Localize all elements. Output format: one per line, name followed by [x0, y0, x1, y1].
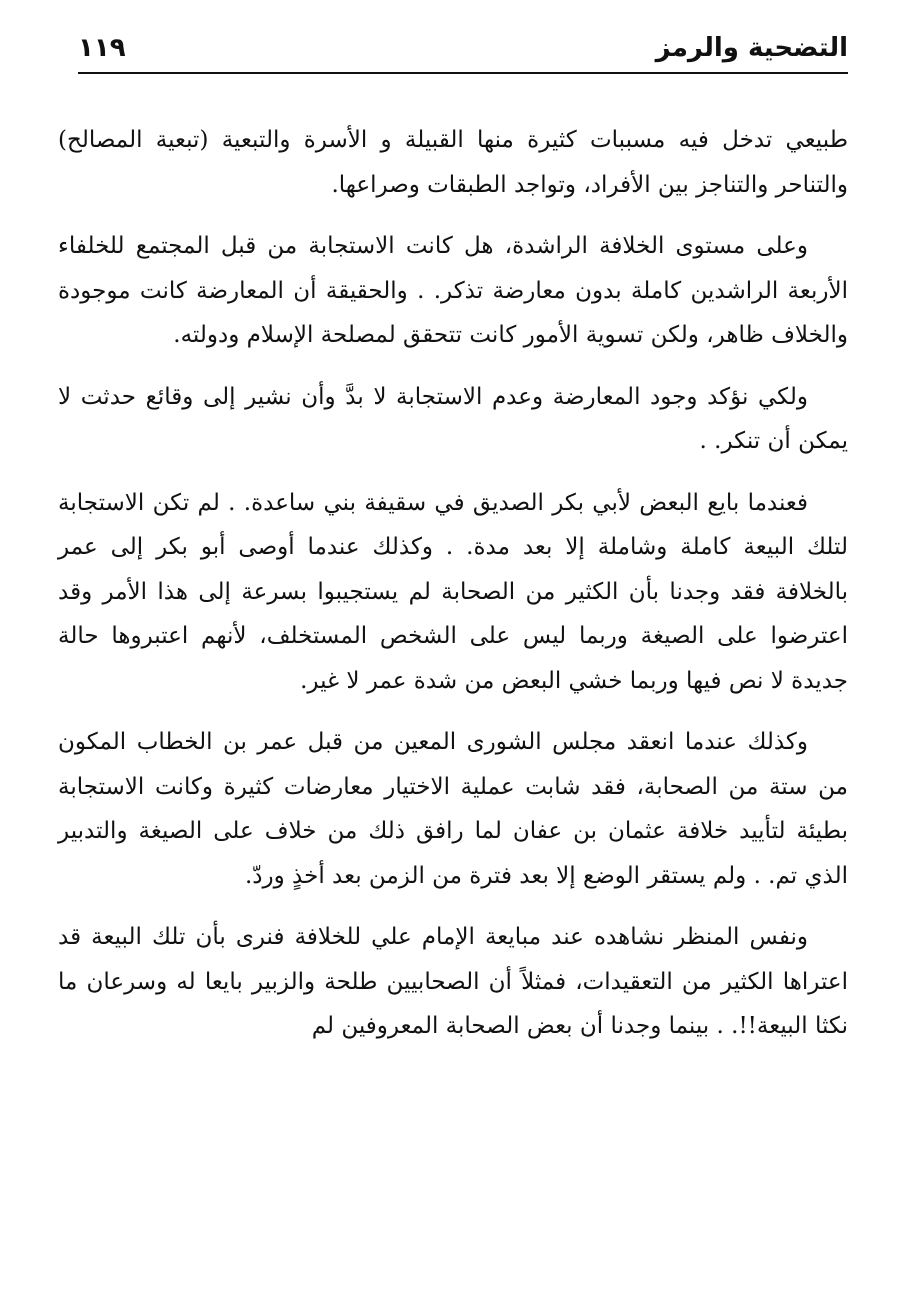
header-rule: [78, 72, 848, 74]
page-number: ١١٩: [78, 33, 126, 63]
paragraph: وعلى مستوى الخلافة الراشدة، هل كانت الاستجابة من قبل المجتمع للخلفاء الأربعة الراشدين كاملة بدون معارضة تذكر. . والحقيقة أن المعارضة كانت موجودة والخلاف ظاهر، ولكن تسوية الأمور كانت تتحقق لمصلحة الإسلام ودولته.: [58, 233, 848, 348]
running-header: [58, 30, 848, 70]
paragraph: ولكي نؤكد وجود المعارضة وعدم الاستجابة لا بدَّ وأن نشير إلى وقائع حدثت لا يمكن أن تنكر. .: [58, 383, 848, 454]
body-text: [58, 118, 848, 1066]
paragraph: وكذلك عندما انعقد مجلس الشورى المعين من قبل عمر بن الخطاب المكون من ستة من الصحابة، فقد شابت عملية الاختيار معارضات كثيرة وكانت الاستجابة بطيئة لتأييد خلافة عثمان بن عفان لما رافق ذلك من خلاف على الصيغة والتدبير الذي تم. . ولم يستقر الوضع إلا بعد فترة من الزمن بعد أخذٍ وردّ.: [58, 729, 848, 889]
paragraph: فعندما بايع البعض لأبي بكر الصديق في سقيفة بني ساعدة. . لم تكن الاستجابة لتلك البيعة كاملة وشاملة إلا بعد مدة. . وكذلك عندما أوصى أبو بكر إلى عمر بالخلافة فقد وجدنا بأن الكثير من الصحابة لم يستجيبوا بسرعة إلى هذا الأمر وقد اعترضوا على الصيغة وربما ليس على الشخص المستخلف، لأنهم اعتبروها حالة جديدة لا نص فيها وربما خشي البعض من شدة عمر لا غير.: [58, 489, 848, 694]
paragraph: طبيعي تدخل فيه مسببات كثيرة منها القبيلة و الأسرة والتبعية (تبعية المصالح) والتناحر والتناجز بين الأفراد، وتواجد الطبقات وصراعها.: [58, 127, 848, 198]
header-title: التضحية والرمز: [655, 33, 848, 63]
paragraph: ونفس المنظر نشاهده عند مبايعة الإمام علي للخلافة فنرى بأن تلك البيعة قد اعتراها الكثير من التعقيدات، فمثلاً أن الصحابيين طلحة والزبير بايعا له وسرعان ما نكثا البيعة!!. . بينما وجدنا أن بعض الصحابة المعروفين لم: [58, 924, 848, 1039]
book-page: [58, 30, 848, 1039]
